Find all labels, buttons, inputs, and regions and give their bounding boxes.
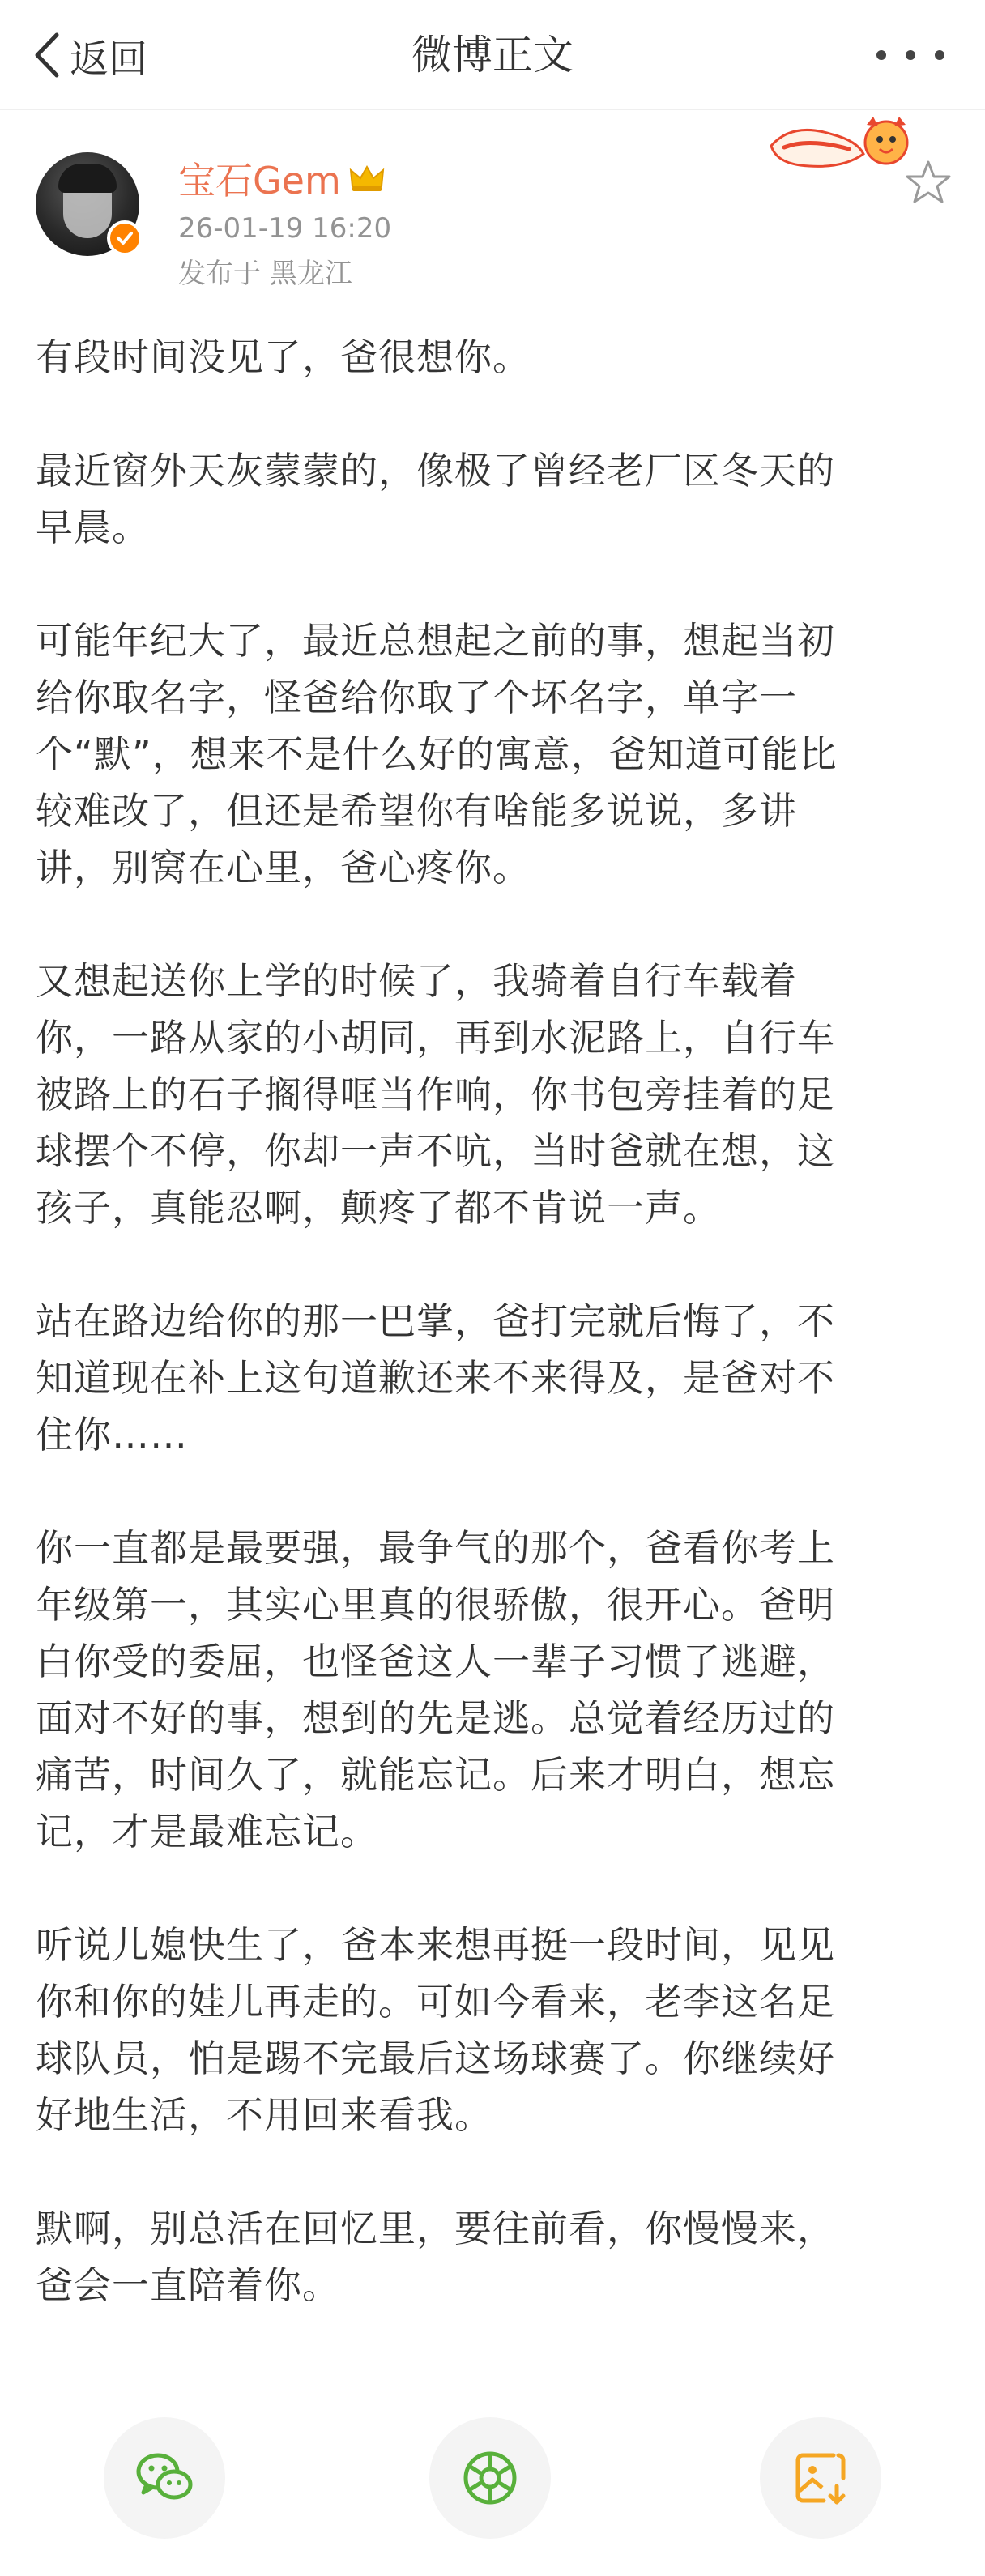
post-body xyxy=(36,329,951,2370)
post-paragraph: 站在路边给你的那一巴掌，爸打完就后悔了，不 知道现在补上这句道歉还来不来得及，是爸对不 住你…… xyxy=(36,1299,835,1456)
verified-badge-icon xyxy=(107,220,143,256)
post-paragraph: 有段时间没见了，爸很想你。 xyxy=(36,335,531,379)
username[interactable]: 宝石Gem xyxy=(178,159,341,203)
more-dots-icon xyxy=(876,50,886,60)
post-paragraph: 默啊，别总活在回忆里，要往前看，你慢慢来， 爸会一直陪着你。 xyxy=(36,2207,835,2307)
post-paragraph: 最近窗外天灰蒙蒙的，像极了曾经老厂区冬天的 早晨。 xyxy=(36,449,835,549)
wechat-icon xyxy=(132,2446,197,2510)
more-dots-icon xyxy=(935,50,944,60)
post-paragraph: 可能年纪大了，最近总想起之前的事，想起当初 给你取名字，怪爸给你取了个坏名字，单字一 个“默”，想来不是什么好的寓意，爸知道可能比 较难改了，但还是希望你有啥能多说说，多讲 讲，别窝在心里，爸心疼你。 xyxy=(36,619,838,889)
star-icon[interactable] xyxy=(904,159,953,207)
navigation-bar xyxy=(0,0,985,110)
post-paragraph: 听说儿媳快生了，爸本来想再挺一段时间，见见 你和你的娃儿再走的。可如今看来，老李这名足 球队员，怕是踢不完最后这场球赛了。你继续好 好地生活，不用回来看我。 xyxy=(36,1923,835,2137)
moments-icon xyxy=(458,2446,522,2510)
back-button[interactable] xyxy=(32,24,147,86)
crown-icon xyxy=(348,162,386,194)
post-location: 发布于 黑龙江 xyxy=(178,258,352,290)
share-moments-button[interactable] xyxy=(429,2417,551,2539)
back-label: 返回 xyxy=(70,36,148,82)
more-options-button[interactable] xyxy=(876,37,944,73)
share-wechat-button[interactable] xyxy=(104,2417,225,2539)
chevron-left-icon xyxy=(32,32,62,79)
post-paragraph: 你一直都是最要强，最争气的那个，爸看你考上 年级第一，其实心里真的很骄傲，很开心。爸明 白你受的委屈，也怪爸这人一辈子习惯了逃避， 面对不好的事，想到的先是逃。总觉着经历过的 痛苦，时间久了，就能忘记。后来才明白，想忘 记，才是最难忘记。 xyxy=(36,1526,835,1853)
more-dots-icon xyxy=(906,50,915,60)
post-timestamp: 26-01-19 16:20 xyxy=(178,212,392,245)
lucky-sticker-icon xyxy=(768,113,910,178)
page-title: 微博正文 xyxy=(411,32,574,79)
share-actions-bar xyxy=(0,2406,985,2552)
save-image-button[interactable] xyxy=(760,2417,881,2539)
save-image-icon xyxy=(788,2446,853,2510)
post-paragraph: 又想起送你上学的时候了，我骑着自行车载着 你，一路从家的小胡同，再到水泥路上，自行车 被路上的石子搁得哐当作响，你书包旁挂着的足 球摆个不停，你却一声不吭，当时爸就在想，这 孩子，真能忍啊，颠疼了都不肯说一声。 xyxy=(36,959,835,1230)
